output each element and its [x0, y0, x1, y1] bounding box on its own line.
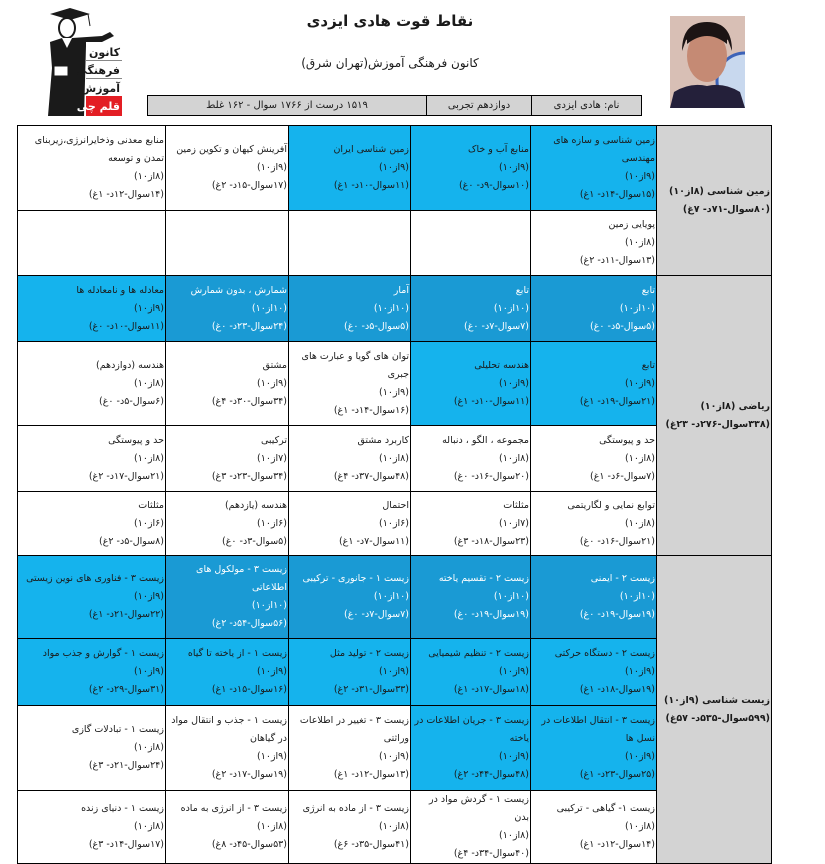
topic-name: زیست ۳ - تغییر در اطلاعات وراثتی	[299, 715, 409, 744]
topic-name: زیست ۲ - تولید مثل	[329, 648, 409, 659]
topic-cell	[18, 639, 166, 706]
topic-cell	[289, 791, 411, 864]
topic-cell	[411, 276, 531, 342]
subject-name: ریاضی (۸از۱۰)	[700, 400, 770, 412]
topic-cell	[166, 556, 289, 639]
topic-cell	[289, 639, 411, 706]
topic-name: مشتق	[262, 359, 287, 371]
subject-label-cell	[657, 276, 772, 556]
student-photo	[670, 16, 745, 108]
topic-score: (۱۰از۱۰)	[373, 302, 409, 314]
topic-score: (۸از۱۰)	[134, 821, 164, 832]
logo-text-3: آموزش	[81, 82, 120, 95]
topic-cell	[166, 126, 289, 211]
topic-score: (۹از۱۰)	[134, 302, 164, 314]
topic-detail: (۱۴سوال-۱۲د- ۱غ)	[88, 189, 164, 200]
topic-detail: (۱۳سوال-۱۱د- ۲غ)	[579, 255, 655, 266]
topic-name: تابع	[641, 359, 655, 371]
logo-text-1: کانون	[89, 46, 120, 59]
topic-detail: (۱۱سوال-۷د- ۱غ)	[338, 535, 409, 547]
subject-summary: (۸۰سوال-۷۱د- ۷غ)	[682, 203, 770, 215]
topic-detail: (۴۸سوال-۳۷د- ۴غ)	[333, 470, 409, 482]
topic-cell	[531, 556, 657, 639]
topic-cell	[18, 342, 166, 426]
graduate-figure-icon	[40, 8, 122, 116]
topic-detail: (۱۹سوال-۱۷د- ۲غ)	[211, 769, 287, 780]
topic-score: (۹از۱۰)	[499, 751, 529, 762]
topic-cell	[166, 426, 289, 492]
empty-cell	[166, 211, 289, 276]
subject-name: زمین شناسی (۸از۱۰)	[669, 185, 770, 197]
topic-cell	[18, 492, 166, 556]
topic-name: احتمال	[382, 499, 409, 511]
topic-detail: (۱۰سوال-۹د- ۰غ)	[458, 180, 529, 191]
topic-score: (۷از۱۰)	[257, 452, 287, 464]
topic-score: (۸از۱۰)	[134, 171, 164, 182]
topic-name: زیست ۲ - ایمنی	[590, 573, 655, 584]
topic-cell	[289, 126, 411, 211]
topic-name: زیست ۳ - از ماده به انرژی	[302, 803, 409, 814]
topic-cell	[531, 791, 657, 864]
topic-name: زیست ۱ - تبادلات گازی	[71, 724, 164, 735]
topic-score: (۶از۱۰)	[379, 517, 409, 529]
topic-detail: (۵۶سوال-۵۴د- ۲غ)	[211, 618, 287, 629]
topic-score: (۹از۱۰)	[379, 666, 409, 677]
topic-score: (۸از۱۰)	[625, 452, 655, 464]
topic-detail: (۱۶سوال-۱۴د- ۱غ)	[333, 404, 409, 416]
topic-name: پویایی زمین	[608, 219, 655, 230]
topic-cell	[289, 426, 411, 492]
topic-cell	[531, 276, 657, 342]
topic-cell	[166, 639, 289, 706]
topic-score: (۹از۱۰)	[625, 751, 655, 762]
topic-name: کاربرد مشتق	[357, 434, 409, 446]
topic-score: (۸از۱۰)	[625, 821, 655, 832]
topic-cell	[166, 791, 289, 864]
topic-score: (۸از۱۰)	[379, 452, 409, 464]
topic-score: (۹از۱۰)	[134, 591, 164, 602]
student-name: نام: هادی ایزدی	[531, 96, 641, 115]
topic-detail: (۵۳سوال-۴۵د- ۸غ)	[211, 839, 287, 850]
topic-detail: (۷سوال-۷د- ۰غ)	[344, 609, 409, 620]
topic-cell	[289, 492, 411, 556]
topic-detail: (۶سوال-۵د- ۰غ)	[99, 395, 164, 407]
student-portrait-icon	[670, 16, 745, 108]
topic-name: زیست ۱ - جذب و انتقال مواد در گیاهان	[171, 715, 287, 744]
topic-name: هندسه (یازدهم)	[224, 499, 287, 511]
topic-name: منابع آب و خاک	[467, 144, 529, 155]
topic-detail: (۱۱سوال-۱۰د- ۰غ)	[88, 320, 164, 332]
topic-name: تابع	[515, 284, 529, 296]
table-row	[18, 126, 772, 211]
topic-score: (۷از۱۰)	[499, 517, 529, 529]
topic-detail: (۳۳سوال-۳۱د- ۲غ)	[333, 684, 409, 695]
topic-detail: (۳۱سوال-۲۹د- ۲غ)	[88, 684, 164, 695]
topic-detail: (۸سوال-۵د- ۲غ)	[99, 535, 164, 547]
topic-cell	[18, 276, 166, 342]
topic-detail: (۱۵سوال-۱۴د- ۱غ)	[579, 189, 655, 200]
topic-name: مثلثات	[503, 499, 529, 511]
topic-name: هندسه (دوازدهم)	[96, 359, 164, 371]
topic-cell	[18, 556, 166, 639]
topic-name: زیست ۳ - فناوری های نوین زیستی	[26, 573, 164, 584]
topic-detail: (۱۹سوال-۱۸د- ۱غ)	[579, 684, 655, 695]
student-info-bar	[147, 95, 642, 116]
topic-score: (۹از۱۰)	[625, 171, 655, 182]
topic-score: (۹از۱۰)	[134, 666, 164, 677]
topic-name: زیست ۱ - گردش مواد در بدن	[429, 794, 529, 823]
topic-detail: (۳۴سوال-۲۳د- ۳غ)	[211, 470, 287, 482]
topic-name: توان های گویا و عبارت های جبری	[301, 350, 409, 380]
topic-detail: (۴۰سوال-۳۴د- ۴غ)	[453, 848, 529, 859]
topic-detail: (۲۳سوال-۱۸د- ۳غ)	[453, 535, 529, 547]
topic-detail: (۵سوال-۵د- ۰غ)	[590, 320, 655, 332]
empty-cell	[289, 211, 411, 276]
overall-summary: ۱۵۱۹ درست از ۱۷۶۶ سوال - ۱۶۲ غلط	[206, 100, 368, 111]
topic-detail: (۱۷سوال-۱۵د- ۲غ)	[211, 180, 287, 191]
topic-cell	[166, 706, 289, 791]
topic-detail: (۴۸سوال-۴۴د- ۲غ)	[453, 769, 529, 780]
topic-detail: (۱۷سوال-۱۴د- ۳غ)	[88, 839, 164, 850]
topic-cell	[411, 426, 531, 492]
topic-score: (۸از۱۰)	[499, 830, 529, 841]
topic-detail: (۷سوال-۶د- ۱غ)	[590, 470, 655, 482]
topic-cell	[411, 791, 531, 864]
logo-text-2: فرهنگی	[76, 64, 120, 77]
topic-cell	[531, 342, 657, 426]
topic-name: آفرینش کیهان و تکوین زمین	[176, 144, 287, 155]
topic-cell	[289, 342, 411, 426]
subject-summary: (۳۳۸سوال-۲۷۶د- ۲۳غ)	[665, 418, 770, 430]
topic-cell	[411, 492, 531, 556]
topic-detail: (۲۱سوال-۱۶د- ۰غ)	[579, 535, 655, 547]
topic-cell	[531, 706, 657, 791]
topic-score: (۹از۱۰)	[499, 377, 529, 389]
topic-cell	[166, 276, 289, 342]
topic-name: منابع معدنی وذخایرانرژی،زیربنای تمدن و توسعه	[34, 135, 164, 164]
subject-summary: (۵۹۹سوال-۵۳۵د- ۵۷غ)	[665, 712, 770, 724]
logo-text-4: قلم چی	[76, 100, 120, 113]
topic-score: (۱۰از۱۰)	[619, 591, 655, 602]
topic-score: (۹از۱۰)	[257, 751, 287, 762]
topic-score: (۹از۱۰)	[499, 666, 529, 677]
table-row	[18, 556, 772, 639]
kanoon-logo	[40, 8, 122, 116]
topic-cell	[411, 556, 531, 639]
topic-cell	[531, 639, 657, 706]
topic-name: زیست ۱ - دنیای زنده	[81, 803, 164, 814]
topic-score: (۹از۱۰)	[257, 162, 287, 173]
topic-score: (۱۰از۱۰)	[251, 302, 287, 314]
topic-name: زیست ۲ - تنظیم شیمیایی	[428, 648, 529, 659]
topic-score: (۱۰از۱۰)	[251, 600, 287, 611]
empty-cell	[411, 211, 531, 276]
topic-score: (۶از۱۰)	[134, 517, 164, 529]
topic-score: (۹از۱۰)	[379, 751, 409, 762]
topic-detail: (۳۴سوال-۳۰د- ۴غ)	[211, 395, 287, 407]
topic-score: (۸از۱۰)	[134, 377, 164, 389]
topic-detail: (۲۱سوال-۱۹د- ۱غ)	[579, 395, 655, 407]
page-title: نقاط قوت هادی ایزدی	[306, 12, 474, 30]
topic-detail: (۱۳سوال-۱۲د- ۱غ)	[333, 769, 409, 780]
topic-name: شمارش ، بدون شمارش	[190, 284, 287, 296]
topic-score: (۹از۱۰)	[379, 386, 409, 398]
topic-cell	[531, 211, 657, 276]
topic-detail: (۲۱سوال-۱۷د- ۲غ)	[88, 470, 164, 482]
topic-detail: (۱۴سوال-۱۲د- ۱غ)	[579, 839, 655, 850]
topic-cell	[289, 276, 411, 342]
topic-score: (۶از۱۰)	[257, 517, 287, 529]
topic-name: حد و پیوستگی	[599, 434, 655, 446]
subject-name: زیست شناسی (۹از۱۰)	[664, 694, 770, 706]
topic-cell	[531, 492, 657, 556]
topic-score: (۸از۱۰)	[379, 821, 409, 832]
page-subtitle: کانون فرهنگی آموزش(تهران شرق)	[301, 56, 479, 70]
topic-detail: (۲۴سوال-۲۱د- ۳غ)	[88, 760, 164, 771]
topic-name: زیست ۳ - از انرژی به ماده	[180, 803, 287, 814]
topic-detail: (۱۶سوال-۱۵د- ۱غ)	[211, 684, 287, 695]
topic-cell	[18, 126, 166, 211]
topic-score: (۹از۱۰)	[257, 666, 287, 677]
topic-name: زیست ۳ - انتقال اطلاعات در نسل ها	[541, 715, 655, 744]
topic-cell	[166, 492, 289, 556]
topic-name: مثلثات	[138, 499, 164, 511]
topic-score: (۸از۱۰)	[257, 821, 287, 832]
student-grade: دوازدهم تجربی	[426, 96, 531, 115]
topic-score: (۹از۱۰)	[499, 162, 529, 173]
strengths-table	[17, 125, 772, 864]
topic-detail: (۷سوال-۷د- ۰غ)	[464, 320, 529, 332]
topic-name: زمین شناسی ایران	[333, 144, 409, 155]
topic-score: (۱۰از۱۰)	[493, 302, 529, 314]
topic-detail: (۲۰سوال-۱۶د- ۰غ)	[453, 470, 529, 482]
topic-detail: (۱۸سوال-۱۷د- ۱غ)	[453, 684, 529, 695]
topic-detail: (۱۱سوال-۱۰د- ۱غ)	[333, 180, 409, 191]
topic-name: زمین شناسی و سازه های مهندسی	[553, 135, 655, 164]
topic-cell	[18, 706, 166, 791]
topic-score: (۹از۱۰)	[257, 377, 287, 389]
topic-score: (۱۰از۱۰)	[373, 591, 409, 602]
topic-score: (۸از۱۰)	[134, 742, 164, 753]
topic-score: (۱۰از۱۰)	[493, 591, 529, 602]
topic-name: زیست ۱- گیاهی - ترکیبی	[556, 803, 655, 814]
subject-label-cell	[657, 126, 772, 276]
topic-detail: (۱۹سوال-۱۹د- ۰غ)	[579, 609, 655, 620]
topic-name: زیست ۱ - گوارش و جذب مواد	[42, 648, 164, 659]
topic-cell	[18, 426, 166, 492]
topic-cell	[166, 342, 289, 426]
topic-cell	[531, 126, 657, 211]
topic-name: ترکیبی	[260, 434, 287, 446]
topic-name: آمار	[393, 284, 409, 296]
topic-name: مجموعه ، الگو ، دنباله	[442, 434, 529, 446]
topic-cell	[411, 706, 531, 791]
table-row	[18, 276, 772, 342]
topic-detail: (۲۵سوال-۲۳د- ۱غ)	[579, 769, 655, 780]
topic-score: (۸از۱۰)	[625, 517, 655, 529]
topic-cell	[289, 556, 411, 639]
topic-detail: (۲۴سوال-۲۳د- ۰غ)	[211, 320, 287, 332]
topic-name: زیست ۳ - مولکول های اطلاعاتی	[196, 564, 287, 593]
topic-cell	[289, 706, 411, 791]
topic-name: حد و پیوستگی	[108, 434, 164, 446]
topic-name: توابع نمایی و لگاریتمی	[567, 499, 655, 511]
topic-score: (۱۰از۱۰)	[619, 302, 655, 314]
topic-name: معادله ها و نامعادله ها	[76, 284, 164, 296]
topic-name: هندسه تحلیلی	[474, 359, 529, 371]
topic-cell	[531, 426, 657, 492]
topic-name: زیست ۲ - تقسیم یاخته	[438, 573, 529, 584]
topic-detail: (۱۹سوال-۱۹د- ۰غ)	[453, 609, 529, 620]
topic-name: زیست ۱ - جانوری - ترکیبی	[302, 573, 409, 584]
topic-score: (۹از۱۰)	[379, 162, 409, 173]
empty-cell	[18, 211, 166, 276]
topic-score: (۸از۱۰)	[499, 452, 529, 464]
topic-score: (۹از۱۰)	[625, 377, 655, 389]
topic-detail: (۱۱سوال-۱۰د- ۱غ)	[453, 395, 529, 407]
topic-name: زیست ۳ - جریان اطلاعات در یاخته	[414, 715, 529, 744]
subject-label-cell	[657, 556, 772, 864]
topic-cell	[411, 126, 531, 211]
topic-cell	[18, 791, 166, 864]
topic-score: (۸از۱۰)	[134, 452, 164, 464]
topic-detail: (۴۱سوال-۳۵د- ۶غ)	[333, 839, 409, 850]
topic-detail: (۵سوال-۳د- ۰غ)	[222, 535, 287, 547]
topic-name: تابع	[641, 284, 655, 296]
topic-score: (۸از۱۰)	[625, 237, 655, 248]
topic-name: زیست ۲ - دستگاه حرکتی	[554, 648, 655, 659]
topic-detail: (۵سوال-۵د- ۰غ)	[344, 320, 409, 332]
topic-detail: (۲۲سوال-۲۱د- ۱غ)	[88, 609, 164, 620]
topic-cell	[411, 639, 531, 706]
topic-name: زیست ۱ - از یاخته تا گیاه	[187, 648, 287, 659]
topic-score: (۹از۱۰)	[625, 666, 655, 677]
topic-cell	[411, 342, 531, 426]
